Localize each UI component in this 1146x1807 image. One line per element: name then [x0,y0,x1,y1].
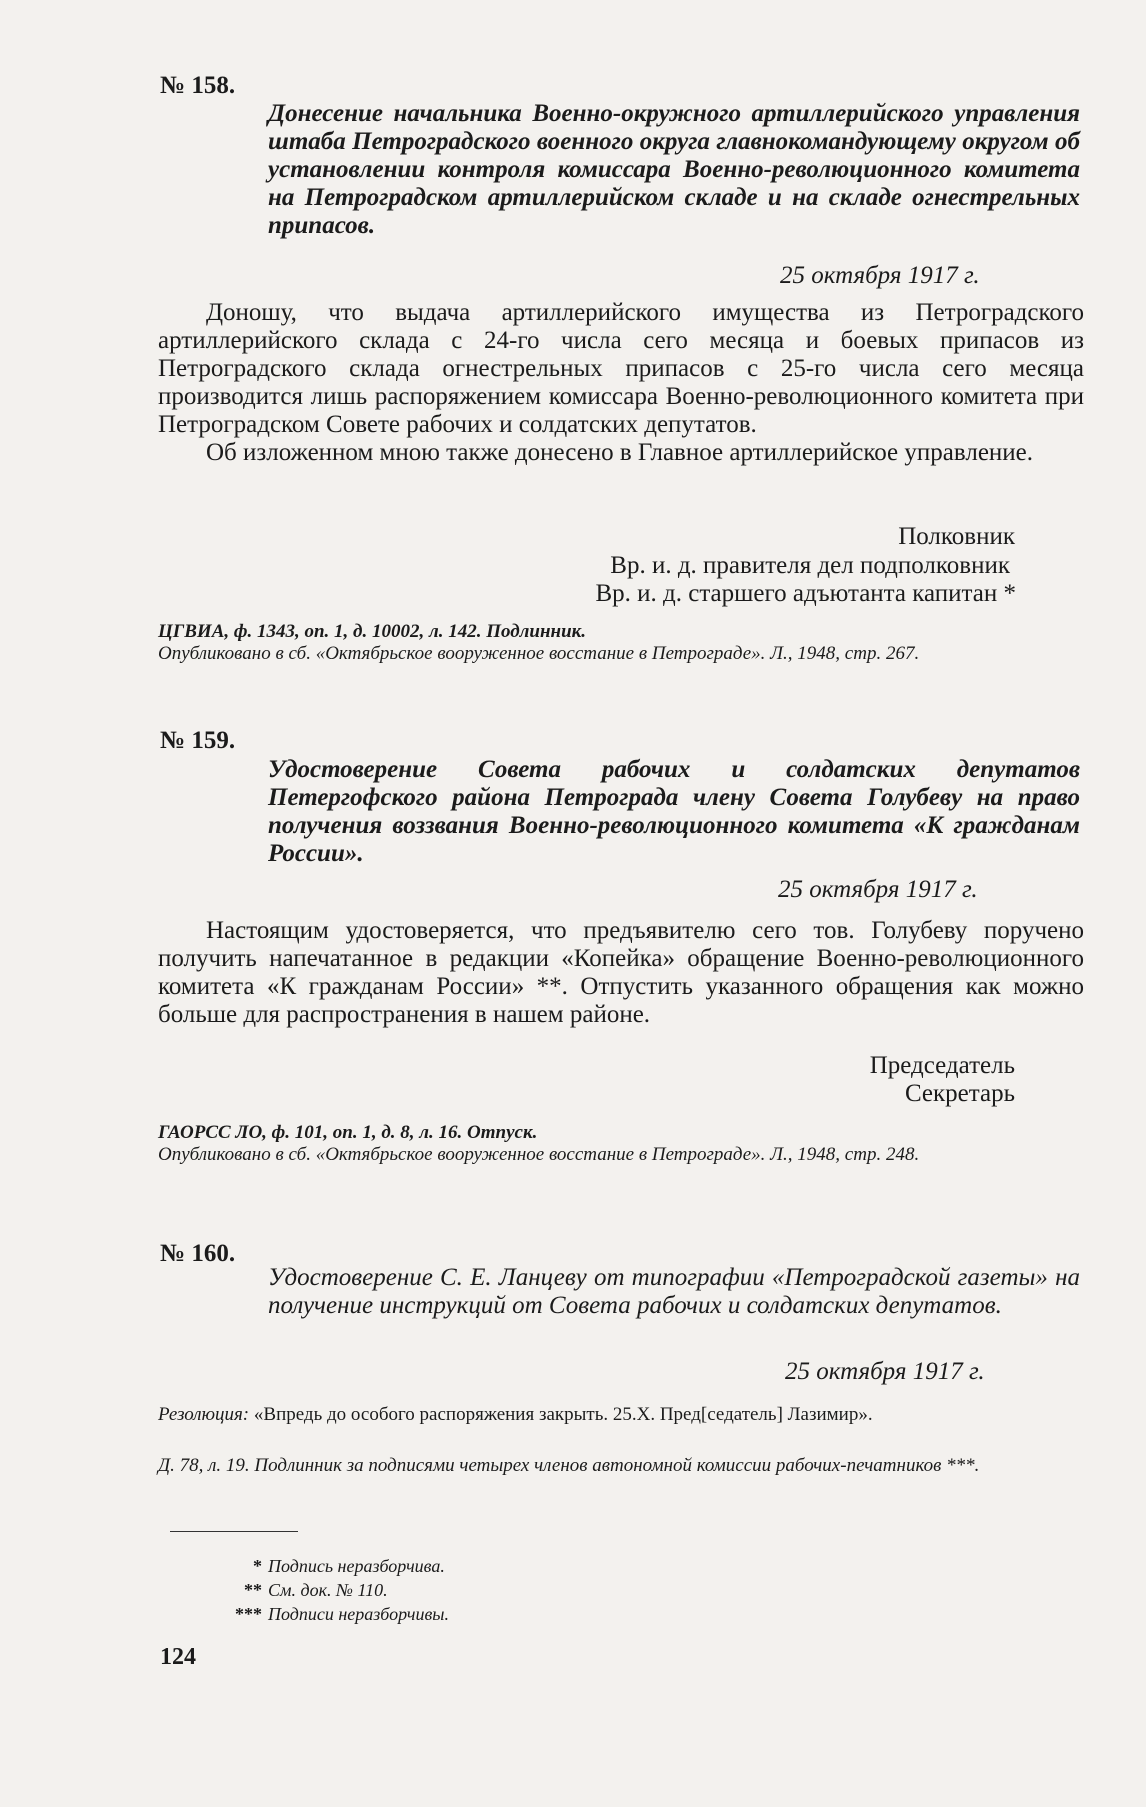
doc-159-signature: Секретарь [904,1080,1015,1107]
doc-158-signature: Полковник [898,523,1015,550]
page-number: 124 [160,1644,196,1670]
doc-159-paragraph: Настоящим удостоверяется, что предъявителю сего тов. Голубеву поручено получить напечатанное в редакции «Копейка» обращение Военно-революционного комитета «К гражданам России» **. Отпустить указанного обращения как можно больше для распространения в нашем районе. [158,917,1084,1028]
footnote [200,1604,449,1625]
footnote-text: См. док. № 110. [268,1580,388,1600]
doc-160-date: 25 октября 1917 г. [785,1358,985,1385]
resolution-text: «Впредь до особого распоряжения закрыть. 25.X. Пред[седатель] Лазимир». [253,1404,873,1425]
doc-158-body [158,299,1084,467]
doc-158-signature: Вр. и. д. правителя дел подполковник [610,552,1010,579]
doc-158-title: Донесение начальника Военно-окружного артиллерийского управления штаба Петроградского военного округа главнокомандующему округом об установлении контроля комиссара Военно-революционного комитета на Петроградском артиллерийском складе и на складе огнестрельных припасов. [268,100,1080,239]
doc-159-title: Удостоверение Совета рабочих и солдатских депутатов Петергофского района Петрограда члену Совета Голубеву на право получения воззвания Военно-революционного комитета «К гражданам России». [268,756,1080,867]
doc-160-resolution [158,1404,1084,1426]
doc-158-published: Опубликовано в сб. «Октябрьское вооруженное восстание в Петрограде». Л., 1948, стр. 267. [158,643,920,664]
footnote-rule [170,1531,298,1532]
doc-159-archive: ГАОРСС ЛО, ф. 101, оп. 1, д. 8, л. 16. Отпуск. [158,1122,538,1143]
footnote-mark: *** [235,1604,262,1624]
footnote [200,1556,445,1577]
doc-159-date: 25 октября 1917 г. [778,876,978,903]
doc-158-source [158,621,1084,665]
doc-158-date: 25 октября 1917 г. [780,262,980,289]
footnote-mark: ** [244,1580,262,1600]
footnote-mark: * [253,1556,262,1576]
doc-159-body [158,917,1084,1029]
doc-159-signature: Председатель [869,1052,1015,1079]
footnote-text: Подпись неразборчива. [268,1556,445,1576]
doc-159-number: № 159. [160,727,236,754]
doc-160-number: № 160. [160,1240,236,1267]
doc-159-published: Опубликовано в сб. «Октябрьское вооруженное восстание в Петрограде». Л., 1948, стр. 248. [158,1144,920,1165]
doc-160-archive: Д. 78, л. 19. Подлинник за подписями четырех членов автономной комиссии рабочих-печатников ***. [158,1455,980,1476]
resolution-label: Резолюция: [158,1404,250,1425]
doc-158-paragraph: Об изложенном мною также донесено в Главное артиллерийское управление. [206,439,1034,466]
doc-160-title: Удостоверение С. Е. Ланцеву от типографии «Петроградской газеты» на получение инструкций от Совета рабочих и солдатских депутатов. [268,1264,1080,1319]
doc-158-number: № 158. [160,72,236,99]
footnote [200,1580,388,1601]
doc-158-paragraph: Доношу, что выдача артиллерийского имущества из Петроградского артиллерийского склада с 24-го числа сего месяца и боевых припасов из Петроградского склада огнестрельных припасов с 25-го числа сего месяца производится лишь распоряжением комиссара Военно-революционного комитета при Петроградском Совете рабочих и солдатских депутатов. [158,299,1084,438]
doc-159-source [158,1122,1084,1166]
doc-158-signature: Вр. и. д. старшего адъютанта капитан * [595,580,1016,607]
doc-158-archive: ЦГВИА, ф. 1343, оп. 1, д. 10002, л. 142. Подлинник. [158,621,587,642]
footnote-text: Подписи неразборчивы. [268,1604,449,1624]
